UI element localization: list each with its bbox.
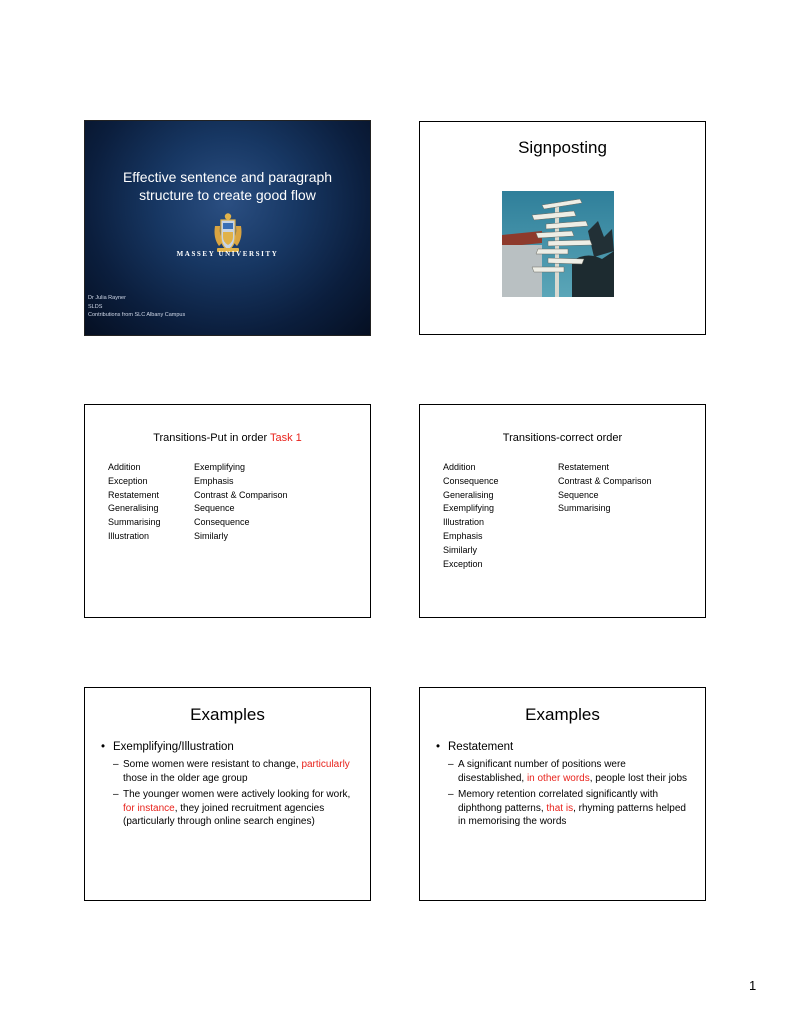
bullet-main: • Exemplifying/Illustration — [101, 740, 358, 755]
list-item: Restatement — [558, 462, 610, 472]
slide-examples-restatement — [419, 687, 706, 901]
slide-transitions-task — [84, 404, 371, 618]
author-line: Dr Julia Rayner — [88, 295, 126, 301]
list-item: Emphasis — [194, 475, 234, 486]
slide3-title — [85, 432, 370, 444]
department-line: SLDS — [88, 303, 103, 310]
page-number: 1 — [749, 978, 757, 993]
highlight-word: that is — [546, 802, 574, 814]
sub-bullet: – Memory retention correlated significantly with diphthong patterns, that is, rhyming patterns helped in memorising the words — [448, 789, 686, 827]
slide-title — [84, 120, 371, 336]
slide1-title: Effective sentence and paragraph structure to create good flow — [122, 169, 333, 203]
slide3-title-text: Transitions-Put in order — [153, 432, 270, 444]
sub-bullet: – Some women were resistant to change, particularly those in the older age group — [113, 759, 350, 784]
list-item: Illustration — [443, 517, 485, 528]
slide6-title: Examples — [525, 705, 600, 724]
massey-crest-icon — [211, 212, 245, 254]
list-item: Generalising — [443, 489, 494, 500]
slide4-column-right — [558, 461, 652, 516]
slide4-title: Transitions-correct order — [502, 432, 623, 444]
list-item: Exemplifying — [194, 462, 246, 472]
list-item: Similarly — [443, 544, 478, 555]
highlight-word: for instance — [123, 802, 175, 814]
slide-signposting — [419, 121, 706, 335]
list-item: Exception — [108, 475, 148, 486]
slide3-column-right — [194, 461, 288, 544]
list-item: Emphasis — [443, 530, 483, 541]
list-item: Sequence — [558, 489, 599, 500]
list-item: Addition — [108, 462, 141, 472]
slide-examples-exemplifying — [84, 687, 371, 901]
highlight-word: particularly — [301, 759, 350, 770]
slide6-bullets — [436, 740, 693, 829]
sub-bullet: – The younger women were actively looking for work, for instance, they joined recruitment agencies (particularly through online search engines) — [113, 789, 351, 827]
list-item: Exception — [443, 558, 483, 569]
slide3-column-left — [108, 461, 161, 544]
sub-bullet: – A significant number of positions were disestablished, in other words, people lost their jobs — [448, 759, 688, 784]
list-item: Contrast & Comparison — [558, 475, 652, 486]
list-item: Contrast & Comparison — [194, 489, 288, 500]
list-item: Generalising — [108, 503, 159, 514]
list-item: Similarly — [194, 530, 229, 541]
list-item: Restatement — [108, 489, 160, 500]
university-name: MASSEY UNIVERSITY — [176, 250, 279, 258]
slide2-title: Signposting — [518, 138, 607, 157]
list-item: Consequence — [443, 475, 499, 486]
list-item: Summarising — [108, 517, 161, 528]
signpost-photo — [502, 191, 614, 297]
slide3-title-task: Task 1 — [269, 432, 302, 444]
bullet-main: • Restatement — [436, 740, 693, 755]
list-item: Addition — [443, 462, 476, 472]
slide5-title: Examples — [190, 705, 265, 724]
list-item: Sequence — [194, 503, 235, 514]
slide4-column-left — [443, 461, 499, 571]
list-item: Summarising — [558, 503, 611, 514]
slide-transitions-correct — [419, 404, 706, 618]
list-item: Exemplifying — [443, 503, 495, 514]
contributions-line: Contributions from SLC Albany Campus — [88, 312, 186, 318]
list-item: Illustration — [108, 530, 150, 541]
list-item: Consequence — [194, 517, 250, 528]
slide1-meta — [88, 294, 185, 320]
highlight-word: in other words — [526, 772, 590, 784]
slide5-bullets — [101, 740, 358, 829]
